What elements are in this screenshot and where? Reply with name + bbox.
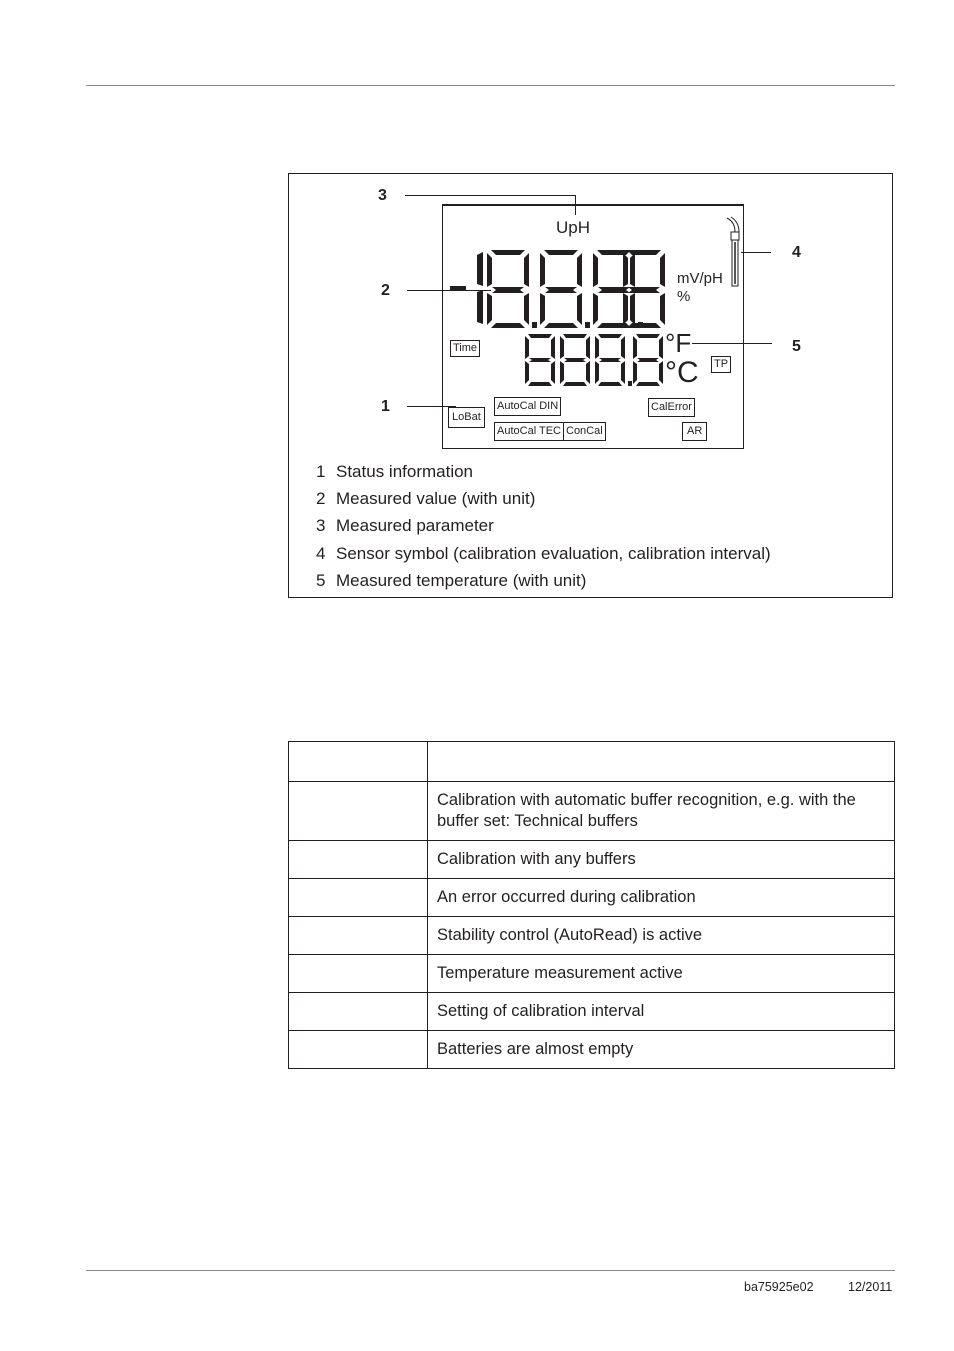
calerror-indicator: CalError: [648, 398, 695, 417]
callout-line-2: [407, 290, 491, 291]
symbol-cell: [289, 917, 428, 955]
concal-indicator: ConCal: [563, 422, 606, 441]
time-indicator: Time: [450, 340, 480, 357]
document-date: 12/2011: [848, 1280, 893, 1294]
temperature-digits: [525, 334, 665, 386]
legend-item-4: [316, 544, 771, 564]
legend-item-2: [316, 489, 535, 509]
symbol-cell: [289, 955, 428, 993]
callout-3: 3: [378, 187, 387, 204]
callout-line-4: [741, 252, 771, 253]
callout-line-5: [692, 343, 772, 344]
meaning-cell: Stability control (AutoRead) is active: [428, 917, 895, 955]
main-last-digit: [623, 250, 669, 330]
sensor-icon: [725, 216, 741, 288]
document-id: ba75925e02: [744, 1280, 814, 1294]
legend-item-1: [316, 462, 473, 482]
legend-num: 2: [316, 489, 326, 508]
header-rule: [86, 85, 895, 86]
autocal-tec-indicator: AutoCal TEC: [494, 422, 564, 441]
meaning-cell: An error occurred during calibration: [428, 879, 895, 917]
meaning-cell: Setting of calibration interval: [428, 993, 895, 1031]
callout-line-3: [405, 195, 575, 196]
table-header-cell: [289, 742, 428, 782]
legend-item-3: [316, 516, 494, 536]
table-header-cell: [428, 742, 895, 782]
symbol-cell: [289, 993, 428, 1031]
table-row: [289, 917, 895, 955]
meaning-cell: Calibration with automatic buffer recognition, e.g. with the buffer set: Technical buffers: [428, 782, 895, 841]
callout-line-3-drop: [575, 195, 576, 215]
table-row: [289, 782, 895, 841]
symbol-cell: [289, 841, 428, 879]
lcd-display: [442, 204, 744, 449]
unit-percent: %: [677, 288, 691, 305]
lobat-indicator: LoBat: [448, 407, 485, 428]
lcd-parameter: UpH: [556, 218, 591, 237]
table-row: [289, 993, 895, 1031]
autocal-din-indicator: AutoCal DIN: [494, 397, 561, 416]
table-row: [289, 841, 895, 879]
legend-num: 5: [316, 571, 326, 590]
callout-1: 1: [381, 398, 390, 415]
unit-fahrenheit: °F: [665, 328, 692, 358]
table-row: [289, 879, 895, 917]
callout-2: 2: [381, 282, 390, 299]
footer-rule: [86, 1270, 895, 1271]
legend-text: Measured temperature (with unit): [336, 571, 587, 590]
meaning-cell: Batteries are almost empty: [428, 1031, 895, 1069]
tp-indicator: TP: [711, 356, 731, 373]
callout-5: 5: [792, 338, 801, 355]
legend-text: Measured parameter: [336, 516, 494, 535]
legend-text: Sensor symbol (calibration evaluation, calibration interval): [336, 544, 771, 563]
legend-text: Status information: [336, 462, 474, 481]
callout-line-1: [407, 406, 456, 407]
table-row: [289, 1031, 895, 1069]
status-symbol-table: [288, 741, 895, 1069]
ar-indicator: AR: [682, 422, 707, 441]
table-header-row: [289, 742, 895, 782]
callout-4: 4: [792, 244, 801, 261]
legend-num: 4: [316, 544, 326, 563]
unit-celsius: °C: [665, 356, 699, 389]
legend-text: Measured value (with unit): [336, 489, 536, 508]
unit-mv-ph: mV/pH: [677, 270, 723, 287]
meaning-cell: Temperature measurement active: [428, 955, 895, 993]
symbol-cell: [289, 1031, 428, 1069]
legend-num: 1: [316, 462, 326, 481]
meaning-cell: Calibration with any buffers: [428, 841, 895, 879]
table-row: [289, 955, 895, 993]
symbol-cell: [289, 879, 428, 917]
symbol-cell: [289, 782, 428, 841]
legend-num: 3: [316, 516, 326, 535]
legend-item-5: [316, 571, 586, 591]
